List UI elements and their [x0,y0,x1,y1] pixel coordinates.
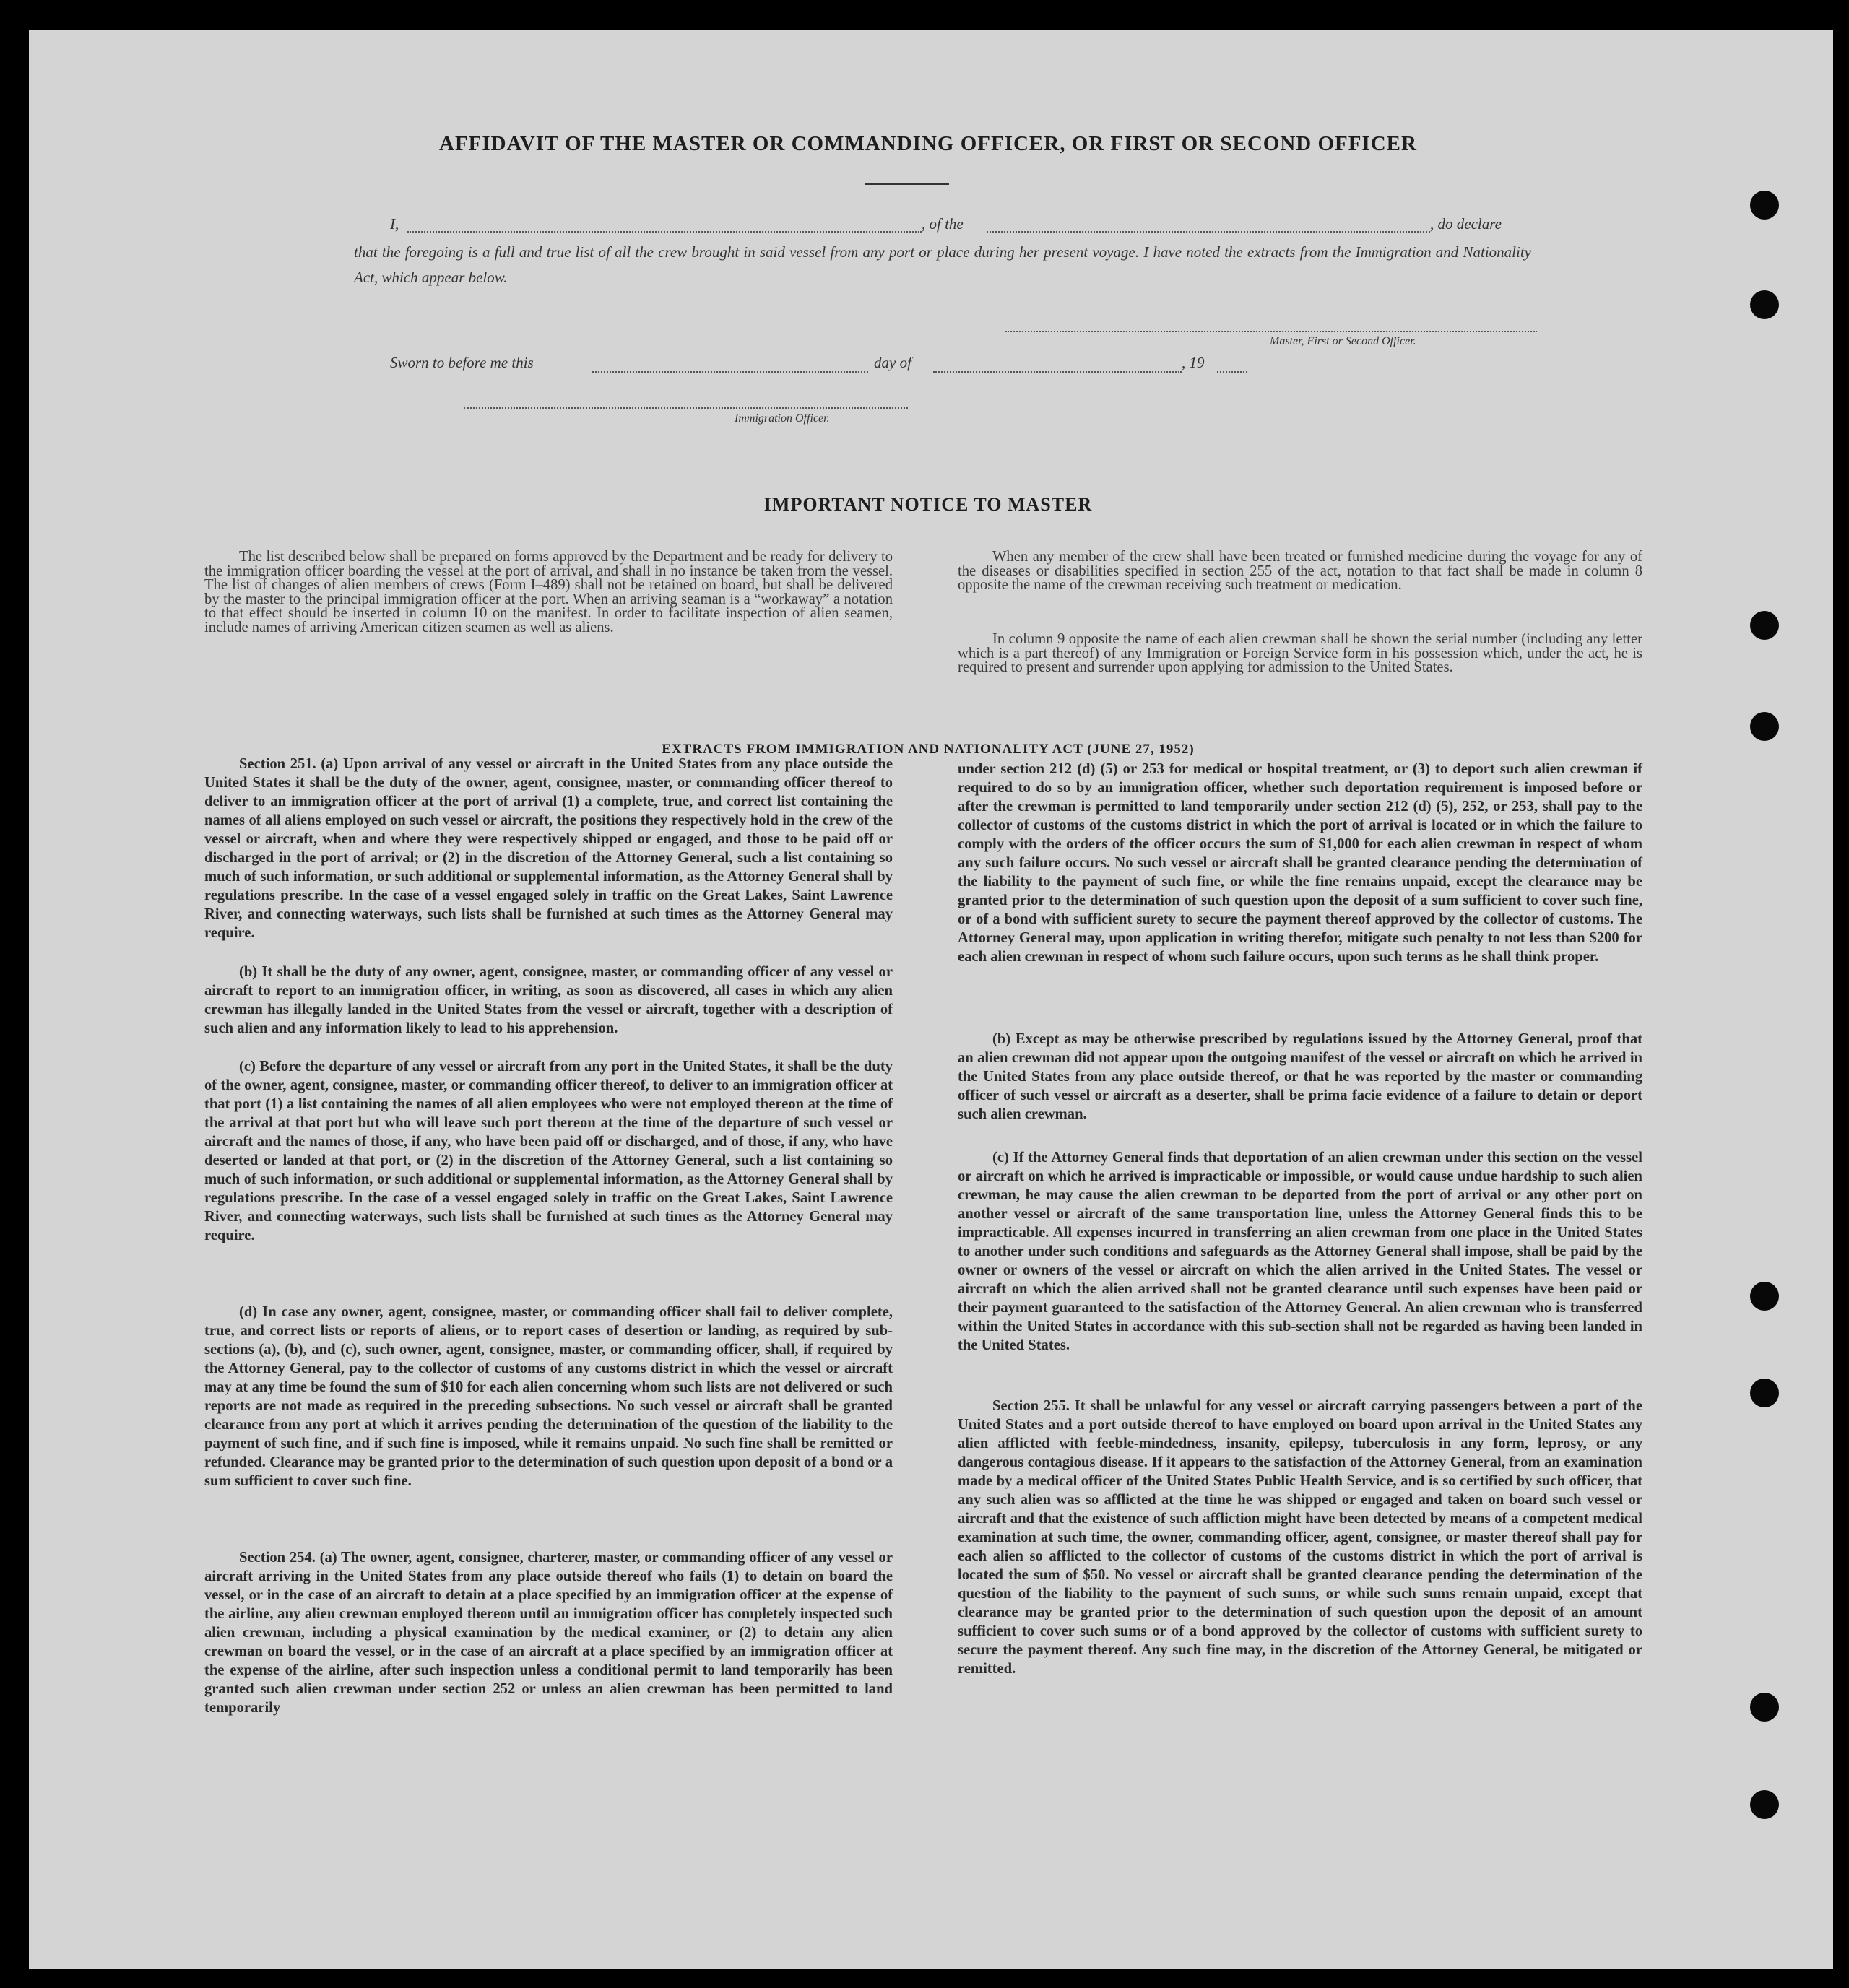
affidavit-title: AFFIDAVIT OF THE MASTER OR COMMANDING OFFICER, OR FIRST OR SECOND OFFICER [439,132,1417,155]
vessel-name-field[interactable] [987,231,1430,233]
officer-signature-field[interactable] [464,407,908,409]
master-signature-label: Master, First or Second Officer. [1270,335,1416,347]
section-251-c: (c) Before the departure of any vessel or aircraft from any port in the United States, it shall be the duty of the owner, agent, consignee, master, or commanding officer thereof, to deliver to an immigration officer at that port (1) a list containing the names of all alien employees who were not employed thereon at the time of the arrival at that port but who will leave such port thereon at the time of the departure of such vessel or aircraft and the names of those, if any, who have been paid off or discharged, and of those, if any, who have deserted or landed at that port, or (2) in the discretion of the Attorney General, such a list containing so much of such information, or such additional or supplemental information, as the Attorney General shall by regulations prescribe. In the case of a vessel engaged solely in traffic on the Great Lakes, Saint Lawrence River, and connecting waterways, such lists shall be furnished at such times as the Attorney General may require. [204,1059,893,1243]
section-251-a: Section 251. (a) Upon arrival of any vessel or aircraft in the United States from any place outside the United States it shall be the duty of the owner, agent, consignee, master, or commanding officer thereof to deliver to an immigration officer at the port of arrival (1) a complete, true, and correct list containing the names of all aliens employed on such vessel or aircraft, the positions they respectively hold in the crew of the vessel or aircraft, when and where they were respectively shipped or engaged, and those to be paid off or discharged in the port of arrival; or (2) in the discretion of the Attorney General, such a list containing so much of such information, or such additional or supplemental information, as the Attorney General shall by regulations prescribe. In the case of a vessel engaged solely in traffic on the Great Lakes, Saint Lawrence River, and connecting waterways, such lists shall be furnished at such times as the Attorney General may require. [204,756,893,941]
year-prefix: , 19 [1182,354,1205,371]
sworn-label: Sworn to before me this [390,354,534,371]
document-page [29,30,1833,1969]
title-rule [865,183,949,185]
notice-right-text-1: When any member of the crew shall have been treated or furnished medicine during the voyage for any of the diseases or disabilities specified in section 255 of the act, notation to that fact shall be made in column 8 opposite the name of the crewman receiving such treatment or medication. [958,549,1642,594]
binder-hole [1750,611,1779,640]
affiant-name-field[interactable] [407,231,922,233]
officer-signature-label: Immigration Officer. [735,412,830,425]
section-254-a-continued: under section 212 (d) (5) or 253 for medical or hospital treatment, or (3) to deport such alien crewman if required to do so by an immigration officer, whether such deportation requirement is imposed before or after the crewman is permitted to land temporarily under section 212 (d) (5), 252, or 253, shall pay to the collector of customs of the customs district in which the port of arrival is located or in which the failure to comply with the orders of the officer occurs the sum of $1,000 for each alien crewman in respect of whom any such failure occurs. No such vessel or aircraft shall be granted clearance pending the determination of the liability to the payment of such fine, or while the fine remains unpaid, except the clearance may be granted prior to the determination of such question upon the deposit of a sum sufficient to cover such fine, or of a bond with sufficient surety to secure the payment thereof approved by the collector of customs. The Attorney General may, upon application in writing therefor, mitigate such penalty to not less than $200 for each alien crewman in respect of whom such failure occurs, upon such terms as he shall think proper. [958,761,1642,965]
master-signature-field[interactable] [1005,331,1537,332]
section-251-d: (d) In case any owner, agent, consignee, master, or commanding officer shall fail to deliver complete, true, and correct lists or reports of aliens, or to report cases of desertion or landing, as required by sub-sections (a), (b), and (c), such owner, agent, consignee, master, or commanding officer, shall, if required by the Attorney General, pay to the collector of customs of any customs district in which the vessel or aircraft may at any time be found the sum of $10 for each alien concerning whom such lists are not delivered or such reports are not made as required in the preceding subsections. No such vessel or aircraft shall be granted clearance from any port at which it arrives pending the determination of the question of the liability to the payment of such fine, and if such fine is imposed, while it remains unpaid. No such fine shall be remitted or refunded. Clearance may be granted prior to the determination of such question upon deposit of a bond or a sum sufficient to cover such fine. [204,1304,893,1489]
day-of-label: day of [874,354,911,371]
notice-right-text-2: In column 9 opposite the name of each alien crewman shall be shown the serial number (including any letter which is a part thereof) of any Immigration or Foreign Service form in his possession which, under the act, he is required to present and surrender upon applying for admission to the United States. [958,631,1642,676]
binder-hole [1750,1379,1779,1407]
binder-hole [1750,712,1779,741]
binder-hole [1750,1693,1779,1722]
extracts-title: EXTRACTS FROM IMMIGRATION AND NATIONALITY ACT (JUNE 27, 1952) [662,742,1195,757]
sworn-year-field[interactable] [1217,371,1247,373]
binder-hole [1750,1790,1779,1819]
section-254-c: (c) If the Attorney General finds that deportation of an alien crewman under this section on the vessel or aircraft on which he arrived is impracticable or impossible, or would cause undue hardship to such alien crewman, he may cause the alien crewman to be deported from the port of arrival or any other port on another vessel or aircraft of the same transportation line, unless the Attorney General finds this to be impracticable. All expenses incurred in transferring an alien crewman from one place in the United States to another under such conditions and safeguards as the Attorney General shall impose, shall be paid by the owner or owners of the vessel or aircraft on which the alien arrived in the United States. The vessel or aircraft on which the alien arrived shall not be granted clearance until such expenses have been paid or their payment guaranteed to the satisfaction of the Attorney General. An alien crewman who is transferred within the United States in accordance with this sub-section shall not be regarded as having been landed in the United States. [958,1150,1642,1353]
notice-title: IMPORTANT NOTICE TO MASTER [763,494,1093,515]
section-251-b: (b) It shall be the duty of any owner, agent, consignee, master, or commanding officer of any vessel or aircraft to report to an immigration officer, in writing, as soon as discovered, all cases in which any alien crewman has illegally landed in the United States from the vessel or aircraft, together with a description of such alien and any information likely to lead to his apprehension. [204,964,893,1036]
sworn-month-field[interactable] [933,371,1182,373]
of-the-label: , of the [922,215,964,233]
binder-hole [1750,290,1779,319]
binder-hole [1750,191,1779,220]
section-254-b: (b) Except as may be otherwise prescribed by regulations issued by the Attorney General, proof that an alien crewman did not appear upon the outgoing manifest of the vessel or aircraft on which he arrived in the United States from any place outside thereof, or that he was reported by the master or commanding officer of such vessel or aircraft as a deserter, shall be prima facie evidence of a failure to detain or deport such alien crewman. [958,1031,1642,1122]
binder-hole [1750,1282,1779,1311]
sworn-day-field[interactable] [592,371,868,373]
section-254-a: Section 254. (a) The owner, agent, consignee, charterer, master, or commanding officer of any vessel or aircraft arriving in the United States from any place outside thereof who fails (1) to detain on board the vessel, or in the case of an aircraft to detain at a place specified by an immigration officer at the expense of the airline, any alien crewman employed thereon until an immigration officer has completely inspected such alien crewman, including a physical examination by the medical examiner, or (2) to detain any alien crewman on board the vessel, or in the case of an aircraft at a place specified by an immigration officer at the expense of the airline, after such inspection unless a conditional permit to land temporarily has been granted such alien crewman under section 252 or unless an alien crewman has been permitted to land temporarily [204,1550,893,1716]
affiant-prefix: I, [390,215,399,233]
notice-left-text: The list described below shall be prepared on forms approved by the Department and be ready for delivery to the immigration officer boarding the vessel at the port of arrival, and shall in no instance be taken from the vessel. The list of changes of alien members of crews (Form I–489) shall not be retained on board, but shall be delivered by the master to the principal immigration officer at the port. When an arriving seaman is a “workaway” a notation to that effect should be inserted in column 10 on the manifest. In order to facilitate inspection of alien seamen, include names of arriving American citizen seamen as well as aliens. [204,549,893,635]
declaration-text: that the foregoing is a full and true list of all the crew brought in said vessel from any port or place during her present voyage. I have noted the extracts from the Immigration and Nationality Act, which appear below. [354,243,1531,286]
do-declare-label: , do declare [1430,215,1502,233]
section-255: Section 255. It shall be unlawful for any vessel or aircraft carrying passengers between a port of the United States and a port outside thereof to have employed on board upon arrival in the United States any alien afflicted with feeble-mindedness, insanity, epilepsy, tuberculosis in any form, leprosy, or any dangerous contagious disease. If it appears to the satisfaction of the Attorney General, from an examination made by a medical officer of the United States Public Health Service, and is so certified by such officer, that any such alien was so afflicted at the time he was shipped or engaged and taken on board such vessel or aircraft and that the existence of such affliction might have been detected by means of a competent medical examination at such time, the owner, commanding officer, agent, consignee, or master thereof shall pay for each alien so afflicted to the collector of customs of the customs district in which the port of arrival is located the sum of $50. No vessel or aircraft shall be granted clearance pending the determination of the question of the liability to the payment of such sums, or while such sums remain unpaid, except that clearance may be granted prior to the determination of such question upon the deposit of an amount sufficient to cover such sums or of a bond approved by the collector of customs with sufficient surety to secure the payment thereof. Any such fine may, in the discretion of the Attorney General, be mitigated or remitted. [958,1398,1642,1677]
